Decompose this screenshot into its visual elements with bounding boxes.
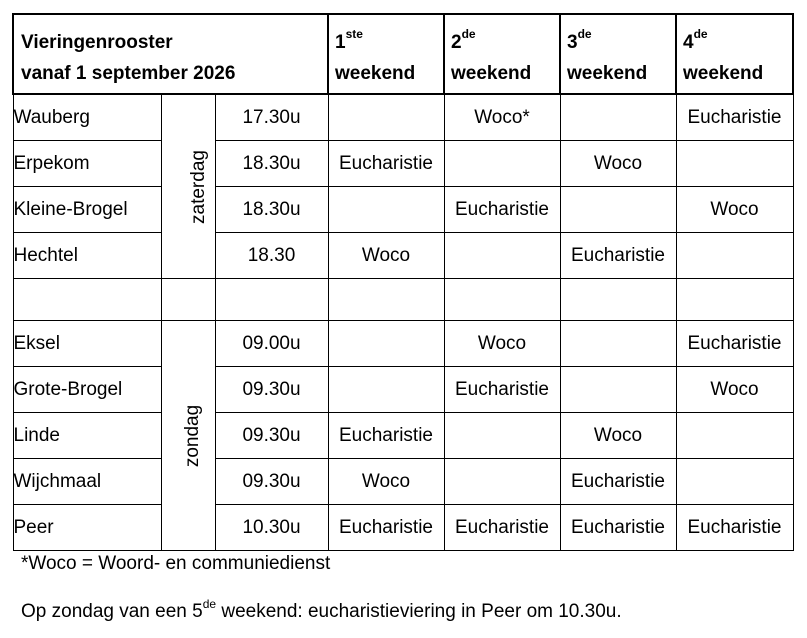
table-row: Wauberg zaterdag 17.30u Woco* Eucharistie (13, 94, 793, 141)
table-row: Wijchmaal 09.30u Woco Eucharistie (13, 459, 793, 505)
table-row: Erpekom 18.30u Eucharistie Woco (13, 141, 793, 187)
fifth-weekend-note: Op zondag van een 5de weekend: eucharistieviering in Peer om 10.30u. (21, 597, 622, 622)
table-row: Linde 09.30u Eucharistie Woco (13, 413, 793, 459)
week-header-3: 3de weekend (560, 14, 676, 94)
table-row: Hechtel 18.30 Woco Eucharistie (13, 233, 793, 279)
day-label-saturday: zaterdag (161, 94, 215, 279)
table-title: Vieringenrooster vanaf 1 september 2026 (13, 14, 328, 94)
table-row: Kleine-Brogel 18.30u Eucharistie Woco (13, 187, 793, 233)
week-header-4: 4de weekend (676, 14, 793, 94)
separator-row (13, 279, 793, 321)
week-header-1: 1ste weekend (328, 14, 444, 94)
table-row: Peer 10.30u Eucharistie Eucharistie Eucharistie Eucharistie (13, 505, 793, 551)
week-header-2: 2de weekend (444, 14, 560, 94)
schedule-table (12, 13, 794, 551)
table-row: Grote-Brogel 09.30u Eucharistie Woco (13, 367, 793, 413)
day-label-sunday: zondag (161, 321, 215, 551)
footnote: *Woco = Woord- en communiedienst (21, 553, 331, 574)
table-row: Eksel zondag 09.00u Woco Eucharistie (13, 321, 793, 367)
header-row (13, 14, 793, 94)
